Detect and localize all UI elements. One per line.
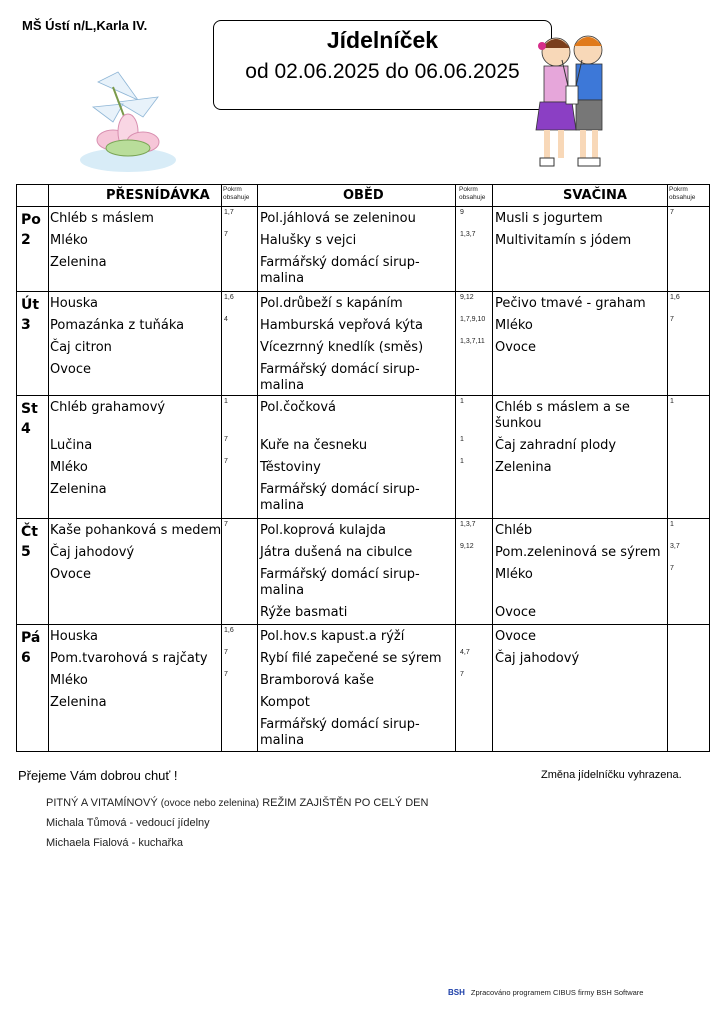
allergen-codes: 7 <box>224 671 228 678</box>
breakfast-item: Zelenina <box>50 255 107 270</box>
lunch-item: Pol.hov.s kapust.a rýží <box>260 629 405 644</box>
allergen-codes: 1,6 <box>224 627 234 634</box>
snack-item: Mléko <box>495 318 533 333</box>
software-credits: BSH Zpracováno programem CIBUS firmy BSH Software <box>448 988 644 997</box>
snack-item: Čaj zahradní plody <box>495 438 617 453</box>
allergen-codes: 7 <box>224 231 228 238</box>
snack-item: Multivitamín s jódem <box>495 233 632 248</box>
dragonfly-lily-illustration <box>68 62 188 180</box>
breakfast-item: Čaj jahodový <box>50 545 135 560</box>
allergen-codes: 1,7 <box>224 209 234 216</box>
day-label: Út 3 <box>21 297 40 333</box>
lunch-item: Kuře na česneku <box>260 438 368 453</box>
breakfast-item: Houska <box>50 629 99 644</box>
snack-item: Pom.zeleninová se sýrem <box>495 545 661 560</box>
breakfast-item: Chléb s máslem <box>50 211 154 226</box>
breakfast-item: Mléko <box>50 233 88 248</box>
snack-item: Chléb s máslem a se šunkou <box>495 400 630 431</box>
menu-change-notice: Změna jídelníčku vyhrazena. <box>541 769 682 781</box>
snack-item: Pečivo tmavé - graham <box>495 296 646 311</box>
breakfast-item: Čaj citron <box>50 340 112 355</box>
allergen-codes: 1 <box>460 436 464 443</box>
allergen-codes: 1,7,9,10 <box>460 316 486 323</box>
allergen-codes: 1,6 <box>224 294 234 301</box>
bon-appetit-text: Přejeme Vám dobrou chuť ! <box>18 768 178 783</box>
lunch-item: Vícezrnný knedlík (směs) <box>260 340 424 355</box>
breakfast-item: Zelenina <box>50 482 107 497</box>
allergen-codes: 9 <box>460 209 464 216</box>
allergen-codes: 7 <box>460 671 464 678</box>
snack-header: SVAČINA <box>563 188 627 203</box>
allergen-codes: 1 <box>460 458 464 465</box>
allergen-codes: 7 <box>224 521 228 528</box>
breakfast-item: Mléko <box>50 673 88 688</box>
allergen-codes: 1 <box>670 398 674 405</box>
lunch-item: Farmářský domácí sirup-malina <box>260 255 420 286</box>
snack-item: Chléb <box>495 523 533 538</box>
snack-item: Čaj jahodový <box>495 651 580 666</box>
lunch-item: Hamburská vepřová kýta <box>260 318 423 333</box>
allergen-codes: 7 <box>670 316 674 323</box>
breakfast-item: Mléko <box>50 460 88 475</box>
breakfast-item: Chléb grahamový <box>50 400 166 415</box>
allergen-codes: 1 <box>670 521 674 528</box>
title-box <box>213 20 552 110</box>
page-title: Jídelníček <box>326 27 439 53</box>
day-label: St 4 <box>21 401 38 437</box>
lunch-item: Farmářský domácí sirup-malina <box>260 362 420 393</box>
allergen-codes: 1 <box>224 398 228 405</box>
allergen-codes: 1,3,7 <box>460 521 476 528</box>
lunch-item: Pol.jáhlová se zeleninou <box>260 211 416 226</box>
lunch-item: Pol.drůbeží s kapáním <box>260 296 403 311</box>
staff-manager: Michala Tůmová - vedoucí jídelny <box>46 817 210 829</box>
allergen-codes: 4,7 <box>460 649 470 656</box>
menu-table <box>16 184 710 752</box>
breakfast-item: Lučina <box>50 438 93 453</box>
lunch-item: Pol.koprová kulajda <box>260 523 386 538</box>
snack-item: Musli s jogurtem <box>495 211 603 226</box>
allergen-codes: 9,12 <box>460 543 474 550</box>
lunch-item: Rybí filé zapečené se sýrem <box>260 651 442 666</box>
breakfast-item: Ovoce <box>50 362 92 377</box>
allergen-header-snack: Pokrm obsahuje <box>669 186 696 201</box>
lunch-header: OBĚD <box>343 188 384 203</box>
bsh-logo: BSH <box>448 988 465 997</box>
snack-item: Mléko <box>495 567 533 582</box>
children-drinking-illustration <box>528 30 618 180</box>
lunch-item: Játra dušená na cibulce <box>260 545 413 560</box>
lunch-item: Těstoviny <box>260 460 321 475</box>
allergen-codes: 7 <box>224 458 228 465</box>
breakfast-item: Zelenina <box>50 695 107 710</box>
day-label: Po 2 <box>21 212 41 248</box>
allergen-codes: 7 <box>224 649 228 656</box>
allergen-codes: 9,12 <box>460 294 474 301</box>
school-name: MŠ Ústí n/L,Karla IV. <box>22 18 148 33</box>
snack-item: Ovoce <box>495 340 537 355</box>
allergen-codes: 1,3,7 <box>460 231 476 238</box>
breakfast-header: PŘESNÍDÁVKA <box>106 188 210 203</box>
lunch-item: Farmářský domácí sirup-malina <box>260 567 420 598</box>
allergen-codes: 1,6 <box>670 294 680 301</box>
day-label: Čt 5 <box>21 524 38 560</box>
lunch-item: Pol.čočková <box>260 400 337 415</box>
allergen-codes: 1 <box>460 398 464 405</box>
lunch-item: Farmářský domácí sirup-malina <box>260 717 420 748</box>
lunch-item: Bramborová kaše <box>260 673 374 688</box>
allergen-header-breakfast: Pokrm obsahuje <box>223 186 250 201</box>
staff-cook: Michaela Fialová - kuchařka <box>46 837 183 849</box>
day-label: Pá 6 <box>21 630 41 666</box>
breakfast-item: Houska <box>50 296 99 311</box>
lunch-item: Kompot <box>260 695 310 710</box>
snack-item: Ovoce <box>495 605 537 620</box>
breakfast-item: Pomazánka z tuňáka <box>50 318 185 333</box>
allergen-codes: 4 <box>224 316 228 323</box>
breakfast-item: Ovoce <box>50 567 92 582</box>
snack-item: Zelenina <box>495 460 552 475</box>
drinking-regime-note: PITNÝ A VITAMÍNOVÝ (ovoce nebo zelenina) REŽIM ZAJIŠTĚN PO CELÝ DEN <box>46 797 429 809</box>
snack-item: Ovoce <box>495 629 537 644</box>
lunch-item: Rýže basmati <box>260 605 348 620</box>
breakfast-item: Pom.tvarohová s rajčaty <box>50 651 208 666</box>
allergen-codes: 7 <box>224 436 228 443</box>
lunch-item: Farmářský domácí sirup-malina <box>260 482 420 513</box>
allergen-codes: 3,7 <box>670 543 680 550</box>
allergen-codes: 1,3,7,11 <box>460 338 485 345</box>
allergen-header-lunch: Pokrm obsahuje <box>459 186 486 201</box>
breakfast-item: Kaše pohanková s medem <box>50 523 222 538</box>
allergen-codes: 7 <box>670 565 674 572</box>
lunch-item: Halušky s vejci <box>260 233 357 248</box>
date-range: od 02.06.2025 do 06.06.2025 <box>245 60 520 83</box>
allergen-codes: 7 <box>670 209 674 216</box>
